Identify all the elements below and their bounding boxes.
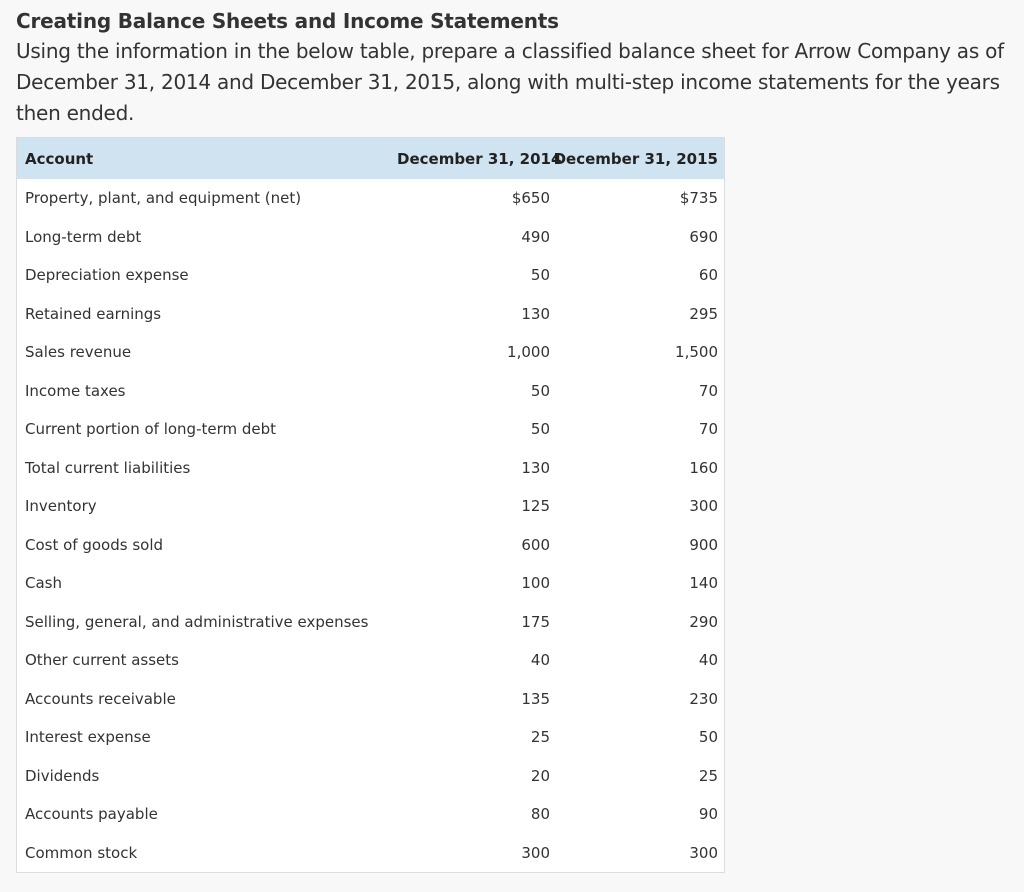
value-2015: 230 [689,689,718,708]
value-2015: 140 [689,574,718,593]
value-2014: 300 [521,843,550,862]
value-2015: 50 [698,728,718,747]
intro-paragraph: Using the information in the below table, prepare a classified balance sheet for Arrow Company as of December 31, 2014 and December 31, 2015, along with multi-step income statements for the years then ended. [16,39,1004,125]
value-2014: 130 [521,458,550,477]
value-2015: 40 [698,651,718,670]
value-2014: 50 [530,420,550,439]
value-2014: 25 [530,728,550,747]
account-name: Inventory [25,497,97,516]
account-name: Dividends [25,766,100,785]
table-row [17,410,724,449]
value-2014: 50 [530,381,550,400]
table-row [17,834,724,873]
table-row [17,680,724,719]
table-row [17,757,724,796]
value-2014: 100 [521,574,550,593]
value-2015: 160 [689,458,718,477]
table-row [17,641,724,680]
value-2014: 1,000 [507,343,550,362]
account-name: Current portion of long-term debt [25,420,277,439]
table-row [17,218,724,257]
table-row [17,449,724,488]
header-dec-2014: December 31, 2014 [397,149,562,168]
account-name: Income taxes [25,381,126,400]
account-name: Retained earnings [25,304,162,323]
table-body [17,179,724,872]
value-2014: 125 [521,497,550,516]
value-2014: 50 [530,266,550,285]
account-name: Property, plant, and equipment (net) [25,189,302,208]
value-2015: 300 [689,843,718,862]
value-2015: 70 [698,420,718,439]
table-row [17,718,724,757]
value-2014: 135 [521,689,550,708]
account-name: Sales revenue [25,343,132,362]
table-row [17,295,724,334]
value-2014: 175 [521,612,550,631]
value-2014: 40 [530,651,550,670]
table-row [17,564,724,603]
value-2015: 295 [689,304,718,323]
value-2014: 130 [521,304,550,323]
value-2015: 1,500 [675,343,718,362]
table-row [17,179,724,218]
account-name: Depreciation expense [25,266,189,285]
value-2014: 490 [521,227,550,246]
account-name: Cost of goods sold [25,535,164,554]
account-name: Other current assets [25,651,179,670]
value-2015: 300 [689,497,718,516]
value-2015: 290 [689,612,718,631]
header-dec-2015: December 31, 2015 [553,149,718,168]
table-row [17,487,724,526]
account-table [16,137,725,873]
account-name: Common stock [25,843,138,862]
account-name: Cash [25,574,62,593]
page-title: Creating Balance Sheets and Income Statements [16,9,559,33]
account-name: Total current liabilities [25,458,191,477]
account-name: Long-term debt [25,227,142,246]
table-row [17,603,724,642]
value-2014: 600 [521,535,550,554]
header-account: Account [25,149,94,168]
account-name: Selling, general, and administrative expenses [25,612,369,631]
value-2015: 25 [698,766,718,785]
account-name: Accounts receivable [25,689,176,708]
value-2015: 70 [698,381,718,400]
table-row [17,256,724,295]
value-2015: 690 [689,227,718,246]
table-row [17,795,724,834]
value-2015: 90 [698,805,718,824]
table-header-row [17,138,724,179]
table-row [17,526,724,565]
value-2014: 20 [530,766,550,785]
account-name: Interest expense [25,728,151,747]
account-name: Accounts payable [25,805,158,824]
value-2015: 900 [689,535,718,554]
table-row [17,333,724,372]
value-2015: $735 [679,189,718,208]
table-row [17,372,724,411]
value-2014: 80 [530,805,550,824]
value-2015: 60 [698,266,718,285]
value-2014: $650 [511,189,550,208]
